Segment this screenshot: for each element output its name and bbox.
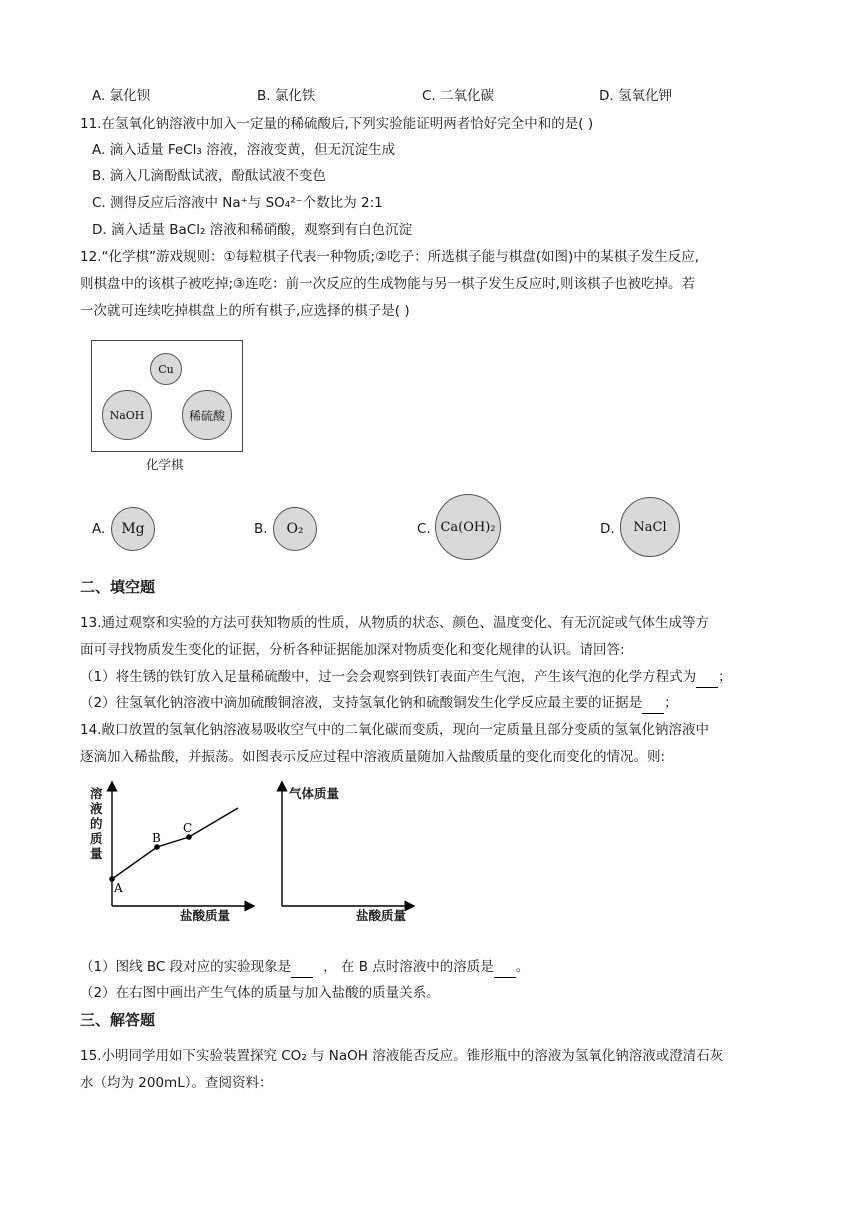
graph2-x-label: 盐酸质量 — [356, 908, 407, 923]
q12-choice-d-piece: NaCl — [620, 497, 680, 557]
q14-blank-1[interactable] — [291, 957, 313, 978]
q13-part-1-text: （1）将生锈的铁钉放入足量稀硫酸中，过一会会观察到铁钉表面产生气泡，产生该气泡的化学方程式为 — [80, 669, 697, 685]
q12-choice-b-piece: O₂ — [273, 507, 317, 551]
q10-option-c: C. 二氧化碳 — [422, 88, 495, 104]
q11-option-b: B. 滴入几滴酚酞试液，酚酞试液不变色 — [92, 168, 326, 184]
q12-choice-b-label: B. — [254, 521, 268, 537]
q10-option-d: D. 氢氧化钾 — [599, 88, 672, 104]
q13-part-2-text: （2）往氢氧化钠溶液中滴加硫酸铜溶液，支持氢氧化钠和硫酸铜发生化学反应最主要的证据是 — [80, 695, 643, 711]
graph1-x-label: 盐酸质量 — [180, 908, 231, 923]
q12-line-1: 12.“化学棋”游戏规则：①每粒棋子代表一种物质;②吃子：所选棋子能与棋盘(如图)中的某棋子发生反应, — [80, 249, 700, 265]
q13-blank-1[interactable] — [696, 667, 718, 688]
q14-part-1-text: （1）图线 BC 段对应的实验现象是 — [80, 959, 292, 975]
board-piece-sulfuric-acid: 稀硫酸 — [182, 390, 232, 440]
q14-line-2: 逐滴加入稀盐酸，并振荡。如图表示反应过程中溶液质量随加入盐酸质量的变化而变化的情况。则: — [80, 749, 666, 765]
graph1-y-char: 的 — [90, 816, 103, 831]
q13-line-1: 13.通过观察和实验的方法可获知物质的性质，从物质的状态、颜色、温度变化、有无沉淀或气体生成等方 — [80, 615, 709, 631]
q12-choice-c-label: C. — [417, 521, 431, 537]
section-heading-answer: 三、解答题 — [80, 1011, 156, 1029]
q11-option-d: D. 滴入适量 BaCl₂ 溶液和稀硝酸，观察到有白色沉淀 — [92, 222, 413, 238]
graph1-label-a: A — [114, 881, 123, 895]
q12-choice-d-label: D. — [600, 521, 615, 537]
q14-part-1 — [80, 957, 529, 978]
section-heading-fill-in: 二、填空题 — [80, 578, 156, 596]
graph1-y-char: 液 — [90, 801, 103, 816]
q14-line-1: 14.敞口放置的氢氧化钠溶液易吸收空气中的二氧化碳而变质，现向一定质量且部分变质的氢氧化钠溶液中 — [80, 722, 709, 738]
q12-line-2: 则棋盘中的该棋子被吃掉;③连吃：前一次反应的生成物能与另一棋子发生反应时,则该棋子也被吃掉。若 — [80, 276, 695, 292]
q14-part-2: （2）在右图中画出产生气体的质量与加入盐酸的质量关系。 — [80, 985, 440, 1001]
q13-part-1 — [80, 667, 732, 688]
graph1-y-char: 量 — [90, 846, 103, 861]
q15-line-1: 15.小明同学用如下实验装置探究 CO₂ 与 NaOH 溶液能否反应。锥形瓶中的溶液为氢氧化钠溶液或澄清石灰 — [80, 1048, 724, 1064]
q12-choice-a-piece: Mg — [111, 507, 155, 551]
q14-part-1-end: 。 — [515, 959, 530, 975]
q15-line-2: 水（均为 200mL）。查阅资料： — [80, 1075, 273, 1091]
q10-option-b: B. 氯化铁 — [257, 88, 316, 104]
q11-option-a: A. 滴入适量 FeCl₃ 溶液，溶液变黄，但无沉淀生成 — [92, 142, 396, 158]
q11-option-c: C. 测得反应后溶液中 Na⁺与 SO₄²⁻个数比为 2:1 — [92, 195, 383, 211]
graph1-y-char: 质 — [90, 831, 103, 846]
graph1-point-c — [186, 834, 192, 840]
graph1-label-c: C — [183, 821, 193, 835]
solution-mass-graph — [86, 780, 256, 930]
q13-blank-2[interactable] — [642, 693, 664, 714]
q14-part-1-text-b: ， 在 B 点时溶液中的溶质是 — [323, 959, 494, 975]
q13-part-2 — [80, 693, 678, 714]
q11-stem: 11.在氢氧化钠溶液中加入一定量的稀硫酸后,下列实验能证明两者恰好完全中和的是( ) — [80, 116, 594, 132]
q10-option-a: A. 氯化钡 — [92, 88, 151, 104]
board-piece-cu: Cu — [150, 353, 182, 385]
board-caption: 化学棋 — [146, 457, 184, 472]
q12-choice-a-label: A. — [92, 521, 106, 537]
graph1-label-b: B — [152, 831, 161, 845]
graph1-y-label — [90, 786, 106, 861]
graph2-y-label: 气体质量 — [289, 786, 340, 801]
q14-blank-2[interactable] — [494, 957, 516, 978]
q13-part-1-end: ； — [718, 669, 732, 685]
graph1-point-b — [154, 844, 160, 850]
graph1-curve — [112, 808, 238, 879]
q13-part-2-end: ； — [664, 695, 678, 711]
board-piece-naoh: NaOH — [102, 390, 152, 440]
graph1-y-char: 溶 — [90, 786, 103, 801]
q12-choice-c-piece: Ca(OH)₂ — [435, 494, 501, 560]
q12-line-3: 一次就可连续吃掉棋盘上的所有棋子,应选择的棋子是( ) — [80, 303, 410, 319]
q13-line-2: 面可寻找物质发生变化的证据，分析各种证据能加深对物质变化和变化规律的认识。请回答: — [80, 642, 625, 658]
